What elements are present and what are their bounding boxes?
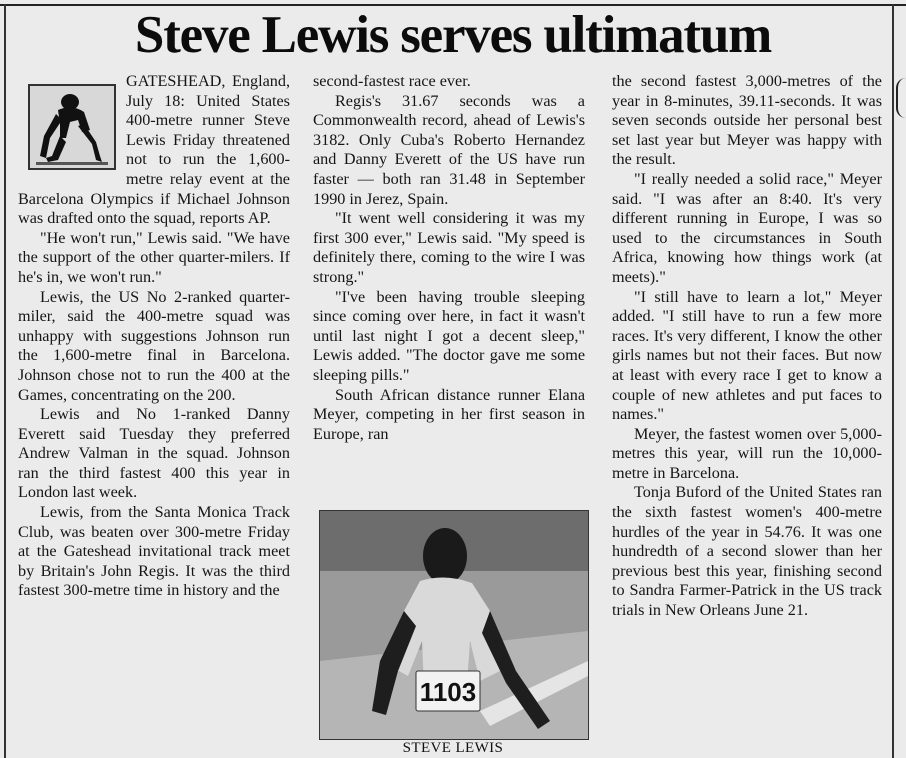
paragraph: "It went well considering it was my first 300 ever," Lewis said. "My speed is definitely there, coming to the wire I was strong.": [313, 209, 585, 286]
paragraph: Lewis and No 1-ranked Danny Everett said Tuesday they preferred Andrew Valman in the squad. Johnson ran the third fastest 400 this year in London last week.: [18, 405, 290, 502]
article-column-3: [612, 72, 882, 621]
left-rule: [4, 4, 6, 758]
photo-caption: STEVE LEWIS: [402, 740, 504, 756]
steve-lewis-photo: [319, 510, 589, 740]
paragraph: "He won't run," Lewis said. "We have the support of the other quarter-milers. If he's in, we won't run.": [18, 228, 290, 286]
paragraph: Lewis, the US No 2-ranked quarter-miler, said the 400-metre squad was unhappy with suggestions Johnson run the 1,600-metre final in Barcelona. Johnson chose not to run the 400 at the Games, concentrating on the 200.: [18, 287, 290, 404]
race-bib-number: 1103: [419, 677, 477, 707]
right-rule: [892, 4, 894, 758]
paragraph: Regis's 31.67 seconds was a Commonwealth record, ahead of Lewis's 3182. Only Cuba's Roberto Hernandez and Danny Everett of the US have run faster — both ran 31.48 in September 1990 in Jerez, Spain.: [313, 91, 585, 208]
sprinter-thumbnail: [28, 84, 116, 170]
article-column-2: [313, 72, 585, 444]
paragraph: South African distance runner Elana Meyer, competing in her first season in Europe, ran: [313, 385, 585, 443]
article-column-1: [18, 72, 290, 601]
paragraph: "I still have to learn a lot," Meyer added. "I still have to run a few more races. It's very different, I know the other girls names but not their faces. But now at least with every race I get to know a couple of new athletes and put faces to names.": [612, 287, 882, 424]
paragraph: Tonja Buford of the United States ran the sixth fastest women's 400-metre hurdles of the year in 54.76. It was one hundredth of a second slower than her previous best this year, finishing second to Sandra Farmer-Patrick in the US track trials in New Orleans June 21.: [612, 483, 882, 620]
paragraph: Meyer, the fastest women over 5,000-metres this year, will run the 10,000-metre in Barcelona.: [612, 424, 882, 482]
paragraph: Lewis, from the Santa Monica Track Club, was beaten over 300-metre Friday at the Gateshead invitational track meet by Britain's John Regis. It was the third fastest 300-metre time in history and the: [18, 503, 290, 600]
paragraph: "I really needed a solid race," Meyer said. "I was after an 8:40. It's very different running in Europe, I was so used to the circumstances in South Africa, knowing how things work (at meets).": [612, 169, 882, 286]
paragraph-continued: the second fastest 3,000-metres of the year in 8-minutes, 39.11-seconds. It was seven seconds outside her personal best set last year but Meyer was happy with the result.: [612, 72, 882, 169]
paragraph: "I've been having trouble sleeping since coming over here, in fact it wasn't until last night I got a decent sleep," Lewis added. "The doctor gave me some sleeping pills.": [313, 287, 585, 384]
margin-bracket: [896, 78, 906, 118]
paragraph-dateline: GATESHEAD, England, July 18: United States 400-metre runner Steve Lewis Friday threatened not to run the 1,600-metre relay event at the Barcelona Olympics if Michael Johnson was drafted onto the squad, reports AP.: [18, 72, 290, 228]
paragraph-continued: second-fastest race ever.: [313, 72, 471, 90]
headline: Steve Lewis serves ultimatum: [134, 6, 772, 64]
